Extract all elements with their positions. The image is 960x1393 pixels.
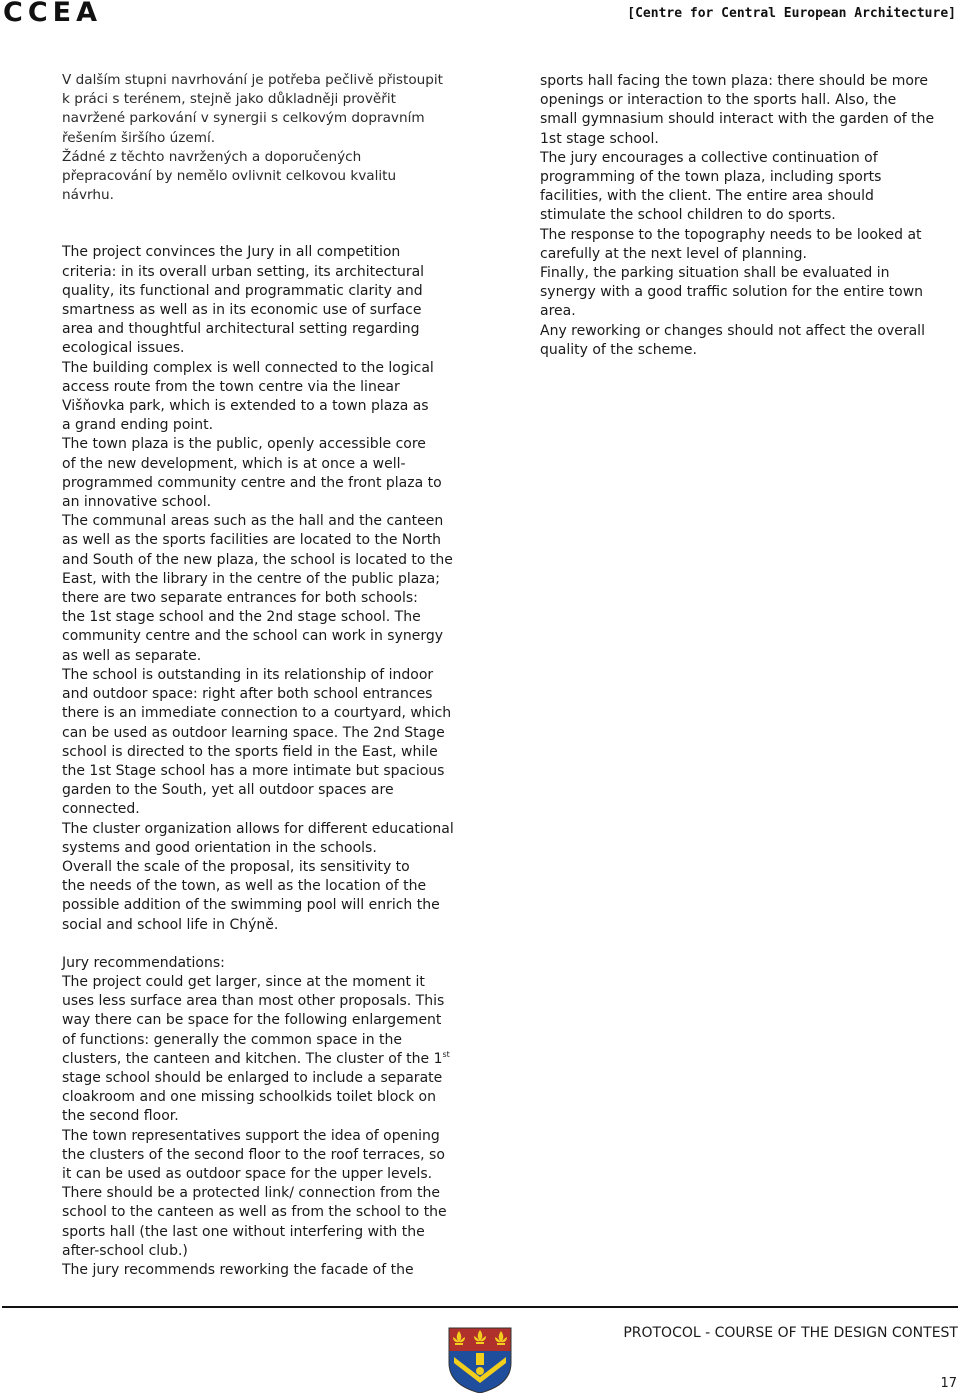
text-line: The jury encourages a collective continuation of bbox=[540, 149, 878, 166]
text-line: the second floor. bbox=[62, 1108, 179, 1125]
text-line: The project could get larger, since at the moment it bbox=[62, 973, 425, 990]
text-line: way there can be space for the following enlargement bbox=[62, 1012, 442, 1029]
text-line: of the new development, which is at once a well- bbox=[62, 455, 406, 472]
ordinal-superscript: st bbox=[442, 1049, 450, 1059]
text-line-main: clusters, the canteen and kitchen. The cluster of the 1 bbox=[62, 1050, 443, 1067]
recommendations-heading: Jury recommendations: bbox=[62, 954, 225, 971]
text-line: navržené parkování v synergii s celkovým dopravním bbox=[62, 110, 425, 127]
text-line: The building complex is well connected to the logical bbox=[62, 359, 434, 376]
text-line: there is an immediate connection to a courtyard, which bbox=[62, 705, 452, 722]
text-line: quality, its functional and programmatic clarity and bbox=[62, 282, 423, 299]
footer-divider bbox=[2, 1306, 958, 1308]
spacer bbox=[62, 935, 492, 954]
text-line: facilities, with the client. The entire area should bbox=[540, 188, 874, 205]
text-line: programming of the town plaza, including sports bbox=[540, 169, 882, 186]
text-line: the clusters of the second floor to the roof terraces, so bbox=[62, 1146, 445, 1163]
text-line: The communal areas such as the hall and the canteen bbox=[62, 513, 444, 530]
text-line: area. bbox=[540, 303, 576, 320]
text-line: smartness as well as in its economic use of surface bbox=[62, 302, 422, 319]
text-line: The town plaza is the public, openly accessible core bbox=[62, 436, 426, 453]
text-line: garden to the South, yet all outdoor spaces are bbox=[62, 782, 394, 799]
text-line: k práci s terénem, stejně jako důkladněji prověřit bbox=[62, 91, 396, 108]
text-line: 1st stage school. bbox=[540, 130, 659, 147]
text-line: Finally, the parking situation shall be evaluated in bbox=[540, 265, 890, 282]
text-line: The project convinces the Jury in all competition bbox=[62, 244, 401, 261]
czech-summary bbox=[62, 71, 492, 205]
text-line: sports hall facing the town plaza: there should be more bbox=[540, 73, 928, 89]
text-line: and outdoor space: right after both school entrances bbox=[62, 686, 433, 703]
text-line: systems and good orientation in the schools. bbox=[62, 839, 377, 856]
text-line: a grand ending point. bbox=[62, 417, 214, 434]
text-line: school to the canteen as well as from the school to the bbox=[62, 1204, 447, 1221]
text-line: social and school life in Chýně. bbox=[62, 916, 279, 933]
text-line: and South of the new plaza, the school is located to the bbox=[62, 551, 453, 568]
text-line: The response to the topography needs to be looked at bbox=[540, 226, 922, 243]
text-line: návrhu. bbox=[62, 187, 114, 204]
text-line: Overall the scale of the proposal, its sensitivity to bbox=[62, 858, 410, 875]
text-line: as well as the sports facilities are located to the North bbox=[62, 532, 442, 549]
text-line: the 1st stage school and the 2nd stage school. The bbox=[62, 609, 421, 626]
text-line: after-school club.) bbox=[62, 1242, 188, 1259]
text-line bbox=[62, 1050, 492, 1069]
text-line: Any reworking or changes should not affect the overall bbox=[540, 322, 925, 339]
text-line: can be used as outdoor learning space. The 2nd Stage bbox=[62, 724, 445, 741]
text-line: community centre and the school can work in synergy bbox=[62, 628, 444, 645]
text-line: řešením širšího území. bbox=[62, 129, 216, 146]
spacer bbox=[62, 224, 492, 243]
text-line: of functions: generally the common space in the bbox=[62, 1031, 402, 1048]
text-line: The school is outstanding in its relationship of indoor bbox=[62, 666, 434, 683]
text-line: přepracování by nemělo ovlivnit celkovou kvalitu bbox=[62, 168, 397, 185]
text-line: quality of the scheme. bbox=[540, 341, 697, 358]
recommendations bbox=[62, 954, 492, 1280]
text-line: programmed community centre and the front plaza to bbox=[62, 474, 442, 491]
right-column bbox=[540, 72, 960, 360]
text-line: possible addition of the swimming pool will enrich the bbox=[62, 897, 440, 914]
text-line: East, with the library in the centre of the public plaza; bbox=[62, 570, 440, 587]
text-line: stage school should be enlarged to include a separate bbox=[62, 1069, 443, 1086]
text-line: small gymnasium should interact with the garden of the bbox=[540, 111, 935, 128]
text-line: ecological issues. bbox=[62, 340, 185, 357]
text-line: openings or interaction to the sports hall. Also, the bbox=[540, 92, 897, 109]
text-line: an innovative school. bbox=[62, 494, 212, 511]
text-line: The town representatives support the idea of opening bbox=[62, 1127, 440, 1144]
text-line: carefully at the next level of planning. bbox=[540, 245, 807, 262]
assessment-text bbox=[62, 243, 492, 934]
page-number: 17 bbox=[940, 1376, 957, 1391]
text-line: area and thoughtful architectural setting regarding bbox=[62, 321, 420, 338]
text-line: The jury recommends reworking the facade of the bbox=[62, 1261, 414, 1278]
text-line: V dalším stupni navrhování je potřeba pečlivě přistoupit bbox=[62, 72, 444, 88]
text-line: as well as separate. bbox=[62, 647, 202, 664]
text-line: there are two separate entrances for both schools: bbox=[62, 590, 418, 607]
text-line: the needs of the town, as well as the location of the bbox=[62, 878, 427, 895]
text-line: synergy with a good traffic solution for the entire town bbox=[540, 284, 924, 301]
organization-name: [Centre for Central European Architecture] bbox=[627, 6, 956, 21]
text-line: connected. bbox=[62, 801, 140, 818]
text-line: Višňovka park, which is extended to a town plaza as bbox=[62, 398, 429, 415]
text-line: stimulate the school children to do sports. bbox=[540, 207, 836, 224]
text-line: cloakroom and one missing schoolkids toilet block on bbox=[62, 1089, 436, 1106]
municipal-coat-of-arms-icon bbox=[448, 1327, 512, 1393]
text-line: There should be a protected link/ connection from the bbox=[62, 1185, 441, 1202]
footer-title: PROTOCOL - COURSE OF THE DESIGN CONTEST bbox=[623, 1325, 958, 1341]
text-line: The cluster organization allows for different educational bbox=[62, 820, 454, 837]
text-line: it can be used as outdoor space for the upper levels. bbox=[62, 1165, 433, 1182]
spacer bbox=[62, 205, 492, 224]
text-line: school is directed to the sports field in the East, while bbox=[62, 743, 438, 760]
text-line: criteria: in its overall urban setting, its architectural bbox=[62, 263, 425, 280]
text-line: sports hall (the last one without interfering with the bbox=[62, 1223, 425, 1240]
text-line: access route from the town centre via the linear bbox=[62, 378, 400, 395]
text-line: uses less surface area than most other proposals. This bbox=[62, 993, 445, 1010]
text-line: Žádné z těchto navržených a doporučených bbox=[62, 148, 362, 165]
left-column bbox=[62, 71, 492, 1280]
ccea-logo: CCEA bbox=[3, 0, 102, 28]
text-line: the 1st Stage school has a more intimate but spacious bbox=[62, 762, 445, 779]
